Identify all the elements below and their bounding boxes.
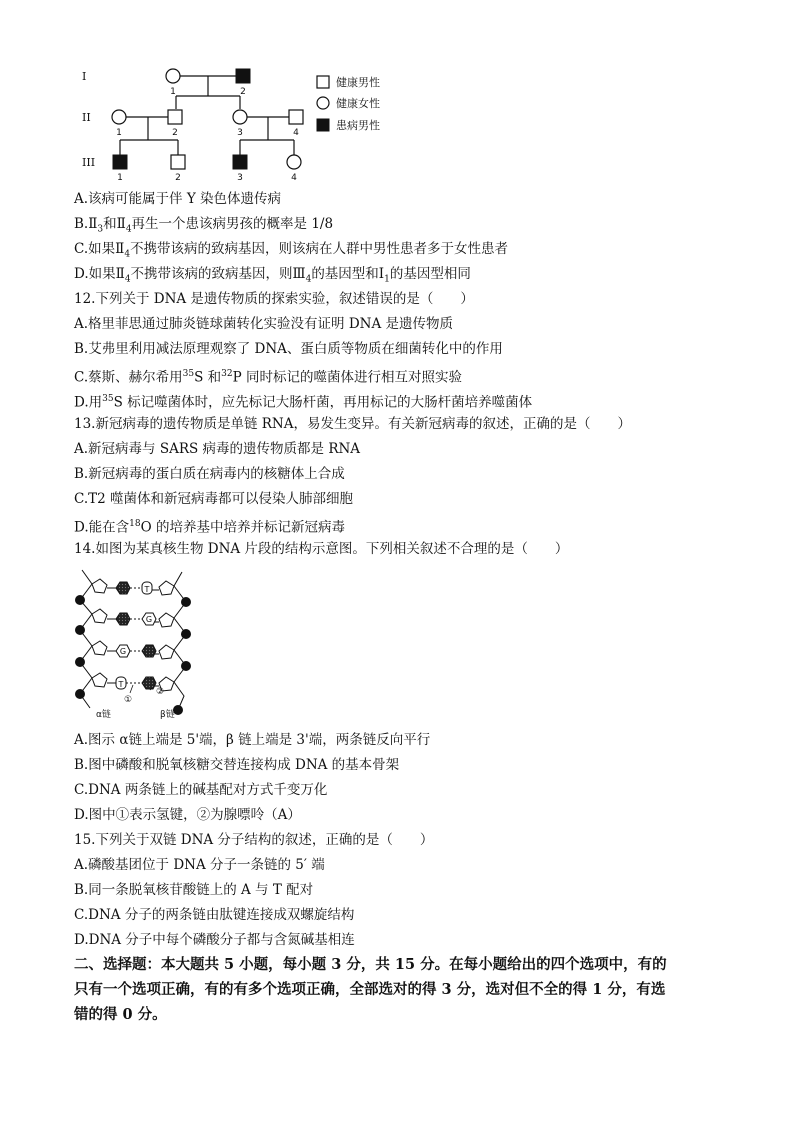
beta-chain-label: β链 (160, 710, 175, 720)
gen-label-I: I (82, 70, 87, 83)
q12-option-b: B.艾弗里利用减法原理观察了 DNA、蛋白质等物质在细菌转化中的作用 (74, 341, 503, 357)
q12-option-d: D.用$^{35}$S 标记噬菌体时，应先标记大肠杆菌，再用标记的大肠杆菌培养噬菌体 (74, 394, 533, 411)
q11-option-d: D.如果$Ⅱ_4$不携带该病的致病基因，则$Ⅲ_4$的基因型和$Ⅰ_1$的基因型相同 (74, 266, 471, 285)
q15-option-b: B.同一条脱氧核苷酸链上的 A 与 T 配对 (74, 882, 314, 898)
q15-option-c: C.DNA 分子的两条链由肽键连接成双螺旋结构 (74, 907, 355, 923)
q12-option-a: A.格里菲思通过肺炎链球菌转化实验没有证明 DNA 是遗传物质 (74, 316, 454, 332)
num-III3: 3 (237, 173, 243, 183)
q11-option-c: C.如果$Ⅱ_4$不携带该病的致病基因，则该病在人群中男性患者多于女性患者 (74, 241, 509, 260)
num-III1: 1 (117, 173, 123, 183)
marker-2: ② (156, 687, 165, 697)
pedigree-II3-female (233, 110, 247, 124)
gen-label-II: II (82, 111, 91, 124)
pedigree-II4-male (289, 110, 303, 124)
gen-label-III: III (82, 156, 96, 169)
section2-line1: 二、选择题：本大题共 5 小题，每小题 3 分，共 15 分。在每小题给出的四个选项中，有的 (74, 956, 667, 973)
q13-option-b: B.新冠病毒的蛋白质在病毒内的核糖体上合成 (74, 466, 345, 482)
svg-text:T: T (144, 585, 150, 594)
q14-option-c: C.DNA 两条链上的碱基配对方式千变万化 (74, 782, 328, 798)
pedigree-III2-male (171, 155, 185, 169)
legend-healthy-female-symbol (317, 97, 329, 109)
dna-structure-figure (70, 562, 200, 722)
q11-option-b: $B.Ⅱ_3$和$Ⅱ_4$再生一个患该病男孩的概率是 1/8 (74, 216, 334, 235)
q13-option-d: D.能在含$^{18}$O 的培养基中培养并标记新冠病毒 (74, 519, 345, 536)
q15-option-a: A.磷酸基团位于 DNA 分子一条链的 5′ 端 (74, 857, 325, 873)
num-III4: 4 (291, 173, 297, 183)
base-dark-4 (142, 677, 156, 689)
q13-option-a: A.新冠病毒与 SARS 病毒的遗传物质都是 RNA (74, 441, 361, 457)
num-I2: 2 (240, 87, 246, 97)
legend-affected-male: 患病男性 (336, 119, 380, 132)
q14-option-d: D.图中①表示氢键，②为腺嘌呤（A） (74, 807, 301, 823)
section2-line3: 错的得 0 分。 (74, 1006, 167, 1023)
base-dark-1 (116, 582, 130, 594)
num-II2: 2 (172, 128, 178, 138)
num-II1: 1 (116, 128, 122, 138)
pedigree-chart (74, 56, 404, 186)
pedigree-III1-affected-male (113, 155, 127, 169)
legend-healthy-male-symbol (317, 76, 329, 88)
q13-stem: 13.新冠病毒的遗传物质是单链 RNA，易发生变异。有关新冠病毒的叙述，正确的是（ ） (74, 416, 631, 432)
q13-option-c: C.T2 噬菌体和新冠病毒都可以侵染人肺部细胞 (74, 491, 354, 507)
svg-text:G: G (119, 647, 127, 656)
pedigree-III4-female (287, 155, 301, 169)
pedigree-I1-female (166, 69, 180, 83)
q14-option-a: A.图示 α链上端是 5'端，β 链上端是 3'端，两条链反向平行 (74, 732, 431, 748)
q15-stem: 15.下列关于双链 DNA 分子结构的叙述，正确的是（ ） (74, 832, 434, 848)
pedigree-I2-affected-male (236, 69, 250, 83)
num-II3: 3 (237, 128, 243, 138)
legend-healthy-male: 健康男性 (336, 76, 380, 89)
q12-stem: 12.下列关于 DNA 是遗传物质的探索实验，叙述错误的是（ ） (74, 291, 474, 307)
section2-line2: 只有一个选项正确，有的有多个选项正确，全部选对的得 3 分，选对但不全的得 1 分，有选 (74, 981, 666, 998)
legend-affected-male-symbol (317, 119, 329, 131)
q11-option-a: A.该病可能属于伴 Y 染色体遗传病 (74, 191, 282, 207)
legend-healthy-female: 健康女性 (336, 97, 380, 110)
alpha-chain-label: α链 (96, 710, 111, 720)
pedigree-II1-female (112, 110, 126, 124)
base-dark-2 (116, 613, 130, 625)
q14-option-b: B.图中磷酸和脱氧核糖交替连接构成 DNA 的基本骨架 (74, 757, 400, 773)
num-III2: 2 (175, 173, 181, 183)
num-II4: 4 (293, 128, 299, 138)
base-dark-3 (142, 645, 156, 657)
q12-option-c: C.蔡斯、赫尔希用$^{35}$S 和$^{32}$P 同时标记的噬菌体进行相互对照实验 (74, 369, 462, 386)
marker-1: ① (124, 695, 133, 705)
q15-option-d: D.DNA 分子中每个磷酸分子都与含氮碱基相连 (74, 932, 355, 948)
num-I1: 1 (170, 87, 176, 97)
pedigree-III3-affected-male (233, 155, 247, 169)
pedigree-II2-male (168, 110, 182, 124)
svg-text:T: T (118, 680, 124, 689)
svg-text:G: G (145, 615, 153, 624)
q14-stem: 14.如图为某真核生物 DNA 片段的结构示意图。下列相关叙述不合理的是（ ） (74, 541, 569, 557)
